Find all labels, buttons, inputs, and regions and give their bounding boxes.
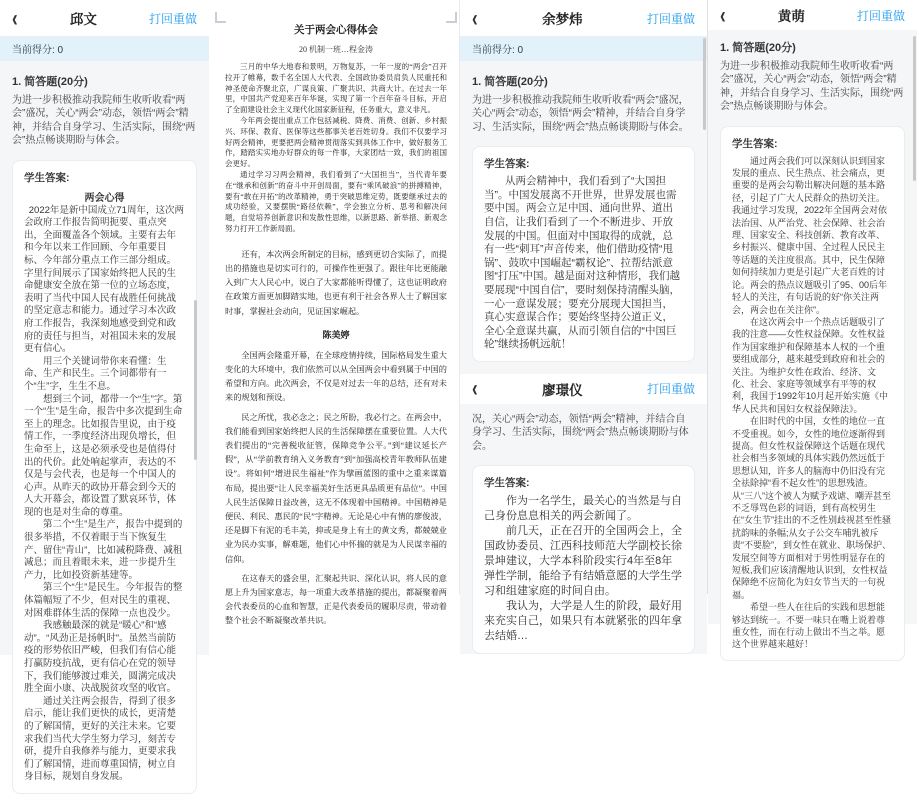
answer-body [484,494,683,644]
essay-document [211,0,459,629]
answer-label: 学生答案: [484,158,530,171]
question-text-partial: 况，关心“两会”动态，领悟“两会”精神，并结合自身学习、生活实际，围绕“两会”热点畅谈期盼与体会。 [472,413,689,452]
paragraph: 三月的中华大地春和景明，万物复苏，一年一度的“两会”召开拉开了帷幕，数千名全国人大代表、全国政协委员肩负人民重托和神圣使命齐聚北京，广谋良策、广聚共识、共商大计。在过去一年里，中国共产党迎来百年华诞，实现了第一个百年奋斗目标，开启了全面建设社会主义现代化国家新征程，任务重大，意义非凡。 [225,62,447,115]
panel-qiuwen [0,0,209,783]
yumengwei-header [460,0,707,36]
panel-huangmeng [707,0,917,650]
paragraph: 在这春天的盛会里，汇聚起共识、深化认识，将人民的意愿上升为国家意志，每一项重大改革措施的提出，都凝聚着两会代表委员的心血和智慧，正是代表委员的履职尽责，带动着整个社会不断凝聚改革共识。 [225,573,447,626]
document-intro-paragraphs [225,62,447,235]
paragraph: 还有，本次两会所制定的目标，感到更切合实际了，而提出的措施也是切实可行的，可操作性更强了。跟往年比更能融入到广大人民心中，说白了大家都能听得懂了，这也证明政府在政策方面更加脚踏实地，也更有利于社会各界人士了解国家时事，掌握社会动向，见证国家崛起。 [225,249,447,316]
scrollbar-thumb[interactable] [703,38,706,130]
back-icon[interactable]: ‹ [720,1,726,29]
paragraph: 今年两会提出重点工作包括减税、降费、消费、创新、乡村振兴、环保、教育、医保等这些都事关老百姓切身。我们不仅要学习好两会精神，更要把两会精神贯彻落实到具体工作中，做好服务工作，踏踏实实地办好群众的每一件事，大家团结一致，我们的祖国会更好。 [225,115,447,169]
document-tail-paragraphs [225,349,447,629]
paragraph: 通过关注两会报告，得到了很多启示，能让我们更快的成长，更清楚的了解国情，更好的关注未来。它要求我们当代大学生努力学习，刻苦专研，提升自我修养与能力，更要求我们了解国情，进而尊重国情，树立自身目标，规划自身发展。 [24,695,177,783]
liaojingyi-content [460,404,707,654]
huangmeng-header [708,0,917,30]
document-author: 陈美婷 [322,329,350,340]
answer-body [24,205,185,784]
panel-liaojingyi [460,374,707,654]
question-text: 为进一步积极推动我院师生收听收看“两会”盛况，关心“两会”动态，领悟“两会”精神，并结合自身学习、生活实际，围绕“两会”热点畅谈期盼与体会。 [12,95,196,147]
scrollbar-thumb[interactable] [913,36,916,181]
paragraph: 我感触最深的就是“暖心”和“感动”。“风劲正是扬帆时”。虽然当前防疫的形势依旧严峻，但我们有信心能打赢防疫抗战，更有信心在党的领导下，我们能够渡过难关，圆满完成决胜全面小康、决战脱贫攻坚的收官。 [24,620,177,695]
question-number: 1. 简答题(20分) [472,76,548,88]
document-panel [209,0,459,626]
qiuwen-header [0,0,209,36]
student-name-qiuwen: 邱文 [69,12,97,27]
yumengwei-content [460,61,707,374]
answer-body [732,155,893,651]
question-text: 为进一步积极推动我院师生收听收看“两会”盛况，关心“两会”动态，领悟“两会”精神，并结合自身学习、生活实际，围绕“两会”热点畅谈期盼与体会。 [720,61,904,113]
document-subtitle: 20 机制一班…程金涛 [299,45,373,54]
answer-body [484,175,683,352]
paragraph: 前几天，正在召开的全国两会上，全国政协委员、江西科技师范大学副校长徐景坤建议，大学本科阶段实行4年至8年弹性学制，能给予有结婚意愿的大学生学习和组建家庭的时间自由。 [484,525,682,598]
paragraph: 作为一名学生，最关心的当然是与自己身份息息相关的两会新闻了。 [484,495,682,523]
document-title: 关于两会心得体会 [294,25,378,36]
paragraph: 第二个“生”是生产，报告中提到的很多举措，不仅着眼于当下恢复生产、留住“青山”，比如减税降费、减租减息；而且着眼未来，进一步提升生产力，比如投资新基建等。 [24,519,183,581]
student-name-liaojingyi: 廖璟仪 [542,382,583,398]
answer-label: 学生答案: [24,171,70,184]
answer-label: 学生答案: [484,477,530,490]
huangmeng-content [708,30,917,650]
paragraph: 全国两会隆重开幕，在全球疫情持续，国际格局发生重大变化的大环境中，我们依然可以从全国两会中看到属于中国的希望和方向。此次两会，不仅是对过去一年的总结，还有对未来的规划和预设。 [225,350,447,403]
paragraph: 通过两会我们可以深刻认识到国家发展的重点、民生热点、社会痛点，更重要的是两会勾勒出解决问题的基本路径，引起了广大人民群众的热切关注。我通过学习发现，2022年全国两会对依法治国、从严治党、社会保障、社会治理、国家安全、科技创新、教育改革、乡村振兴、健康中国、全过程人民民主等话题的关注度很高。其中，民生保障如何持续加力更是引起广大老百姓的讨论。两会的热点议题吸引了95、00后年轻人的关注，有句话说的好“你关注两会，两会也在关注你”。 [732,155,888,315]
answer-card-yumengwei [472,146,695,362]
answer-card-qiuwen [12,160,197,794]
score-text: 当前得分: 0 [12,45,64,56]
paragraph: 第三个“生”是民生。今年报告的整体篇幅短了不少，但对民生的重视、对困难群体生活的保障一点也没少。 [24,582,183,619]
qiuwen-content [0,61,209,783]
score-text: 当前得分: 0 [472,45,524,56]
back-icon[interactable]: ‹ [472,375,478,403]
paragraph: 在旧时代的中国，女性的地位一直不受重视。如今，女性的地位逐渐得到提高。但女性权益保障这个话题在现代社会相当多领域的具体实践仍然远低于思想认知，许多人的脑海中仍旧没有完全祛除掉“看不起女性”的思想残渣。从“三八”这个被人为赋予戏谑、嘲弄甚至不乏辱骂色彩的词语，到有高校男生在“女生节”挂出的不乏性别歧视甚至性骚扰韵味的条幅;从女子公交车哺乳被斥责“不要脸”，到女性在就业、职场保护、发展空间等方面相对于男性明显存在的短板,我们应该清醒地认识到，女性权益保障绝不应简化为妇女节当天的一句祝福。 [732,416,891,600]
back-icon[interactable]: ‹ [472,4,478,32]
paragraph: 民之所忧，我必念之；民之所盼，我必行之。在两会中，我们能看到国家始终把人民的生活保障摆在重要位置。人大代表们提出的“完善税收征管，保障竞争公平。”到“建议延长产假”，从“学前教育纳入义务教育”到“加强高校青年教师队伍建设”。将如何“增进民生福祉”作为擘画蓝图的重中之重来谋篇布局，提出要“让人民幸福美好生活更具品质更有品位”。中国人民生活保障日益改善，这无不体现着中国精神。中国精神是便民、利民、惠民的“民”字精神。无论是心中有情的廖俊波，还是脚下有泥的毛丰美，抑或是身上有土的黄文秀，都兢兢业业为民办实事，解难题，他们心中怀揣的就是为人民谋幸福的信仰。 [225,412,447,564]
answer-label: 学生答案: [732,137,778,150]
redo-button-liaojingyi[interactable]: 打回重做 [646,382,695,397]
paragraph: 在这次两会中一个热点话题吸引了我的注意——女性权益保障。女性权益作为国家维护和保障基本人权的一个重要组成部分，越来越受到政府和社会的关注。为维护女性在政治、经济、文化、社会、家庭等领域享有平等的权利，我国于1992年10月起开始实施《中华人民共和国妇女权益保障法》。 [732,316,889,414]
paragraph: 从两会精神中，我们看到了“大国担当”。中国发展离不开世界，世界发展也需要中国。两会立足中国、通向世界、道出自信，让我们看到了一个不断进步、开放发展的中国。但面对中国取得的成就，总有一些“刺耳”声音传来，他们借助疫情“甩锅”、鼓吹中国崛起“霸权论”、拉帮结派意图“打压”中国。越是面对这种情形，我们越要展现“中国自信”，要时刻保持清醒头脑，一心一意谋发展；要充分展现大国担当，真心实意谋合作；要始终坚持公道正义，全心全意谋共赢，从而引领自信的“中国巨轮”继续扬帆远航！ [484,175,680,351]
crop-corner-right-icon [446,12,457,23]
paragraph: 想到三个词，都带一个“生”字。第一个“生”是生命，报告中多次提到生命至上的理念。比如报告里说，由于疫情工作，一季度经济出现负增长，但生命至上，这是必须承受也是值得付出的代价。此处响起掌声，表达的不仅是与会代表，也是每一个中国人的心声。从昨天的政协开幕会到今天的人大开幕会，都设置了默哀环节，体现的也是对生命的尊重。 [24,393,183,518]
document-middle-paragraphs [225,248,447,319]
redo-button-yumengwei[interactable]: 打回重做 [646,11,695,26]
answer-card-liaojingyi [472,465,695,654]
score-bar [460,36,707,61]
back-icon[interactable]: ‹ [12,4,18,32]
student-name-huangmeng: 黄萌 [777,9,805,24]
panel-column-3 [459,0,707,643]
question-text: 为进一步积极推动我院师生收听收看“两会”盛况，关心“两会”动态，领悟“两会”精神，并结合自身学习、生活实际，围绕“两会”热点畅谈期盼与体会。 [472,95,689,133]
paragraph: 通过学习习两会精神，我们看到了“大国担当”，当代青年要在“继承和创新”的奋斗中开创局面，要有“乘风破浪”的拼搏精神，要有“敢在开拓”的改革精神，勇于突破思维定势，既要继承过去的成功经验，又要摆脱“路径依赖”，学会独立分析、思考和解决问题，自觉培养创新意识和发散性思维，以新思路、新举措、新观念努力打开工作新局面。 [225,169,447,233]
question-number: 1. 简答题(20分) [12,76,88,88]
answer-title: 两会心得 [84,192,125,204]
redo-button-huangmeng[interactable]: 打回重做 [856,8,905,23]
paragraph: 我认为，大学是人生的阶段，最好用来充实自己，如果只有本就紧张的四年拿去结婚… [484,600,682,643]
scrollbar-thumb[interactable] [194,300,197,460]
student-name-yumengwei: 余梦炜 [542,12,583,27]
crop-corner-left-icon [215,12,226,23]
redo-button-qiuwen[interactable]: 打回重做 [148,11,197,26]
panel-yumengwei [460,0,707,374]
answer-card-huangmeng [720,126,905,661]
paragraph: 2022年是新中国成立71周年，这次两会政府工作报告简明扼要、重点突出，全面覆盖各个领域。主要有去年和今年以来工作回顾、今年重要目标、今年部分重点工作三部分组成。字里行间展示了国家始终把人民的生命健康安全放在第一位的立场态度，表明了当代中国人民有战胜任何挑战的坚定意志和能力。通过学习本次政府工作报告，我深刻地感受到党和政府的责任与担当，对祖国未来的发展更有信心。 [24,204,184,355]
paragraph: 希望一些人在往后的实践和思想能够达到统一。不要一味只在嘴上说着尊重女性，而在行动上做出不当之举。愿这个世界越来越好！ [732,602,886,650]
question-number: 1. 简答题(20分) [720,42,796,54]
score-bar [0,36,209,61]
liaojingyi-header [460,374,707,404]
paragraph: 用三个关键词带你来看懂：生命、生产和民生。三个词都带有一个“生”字，生生不息。 [24,355,167,392]
